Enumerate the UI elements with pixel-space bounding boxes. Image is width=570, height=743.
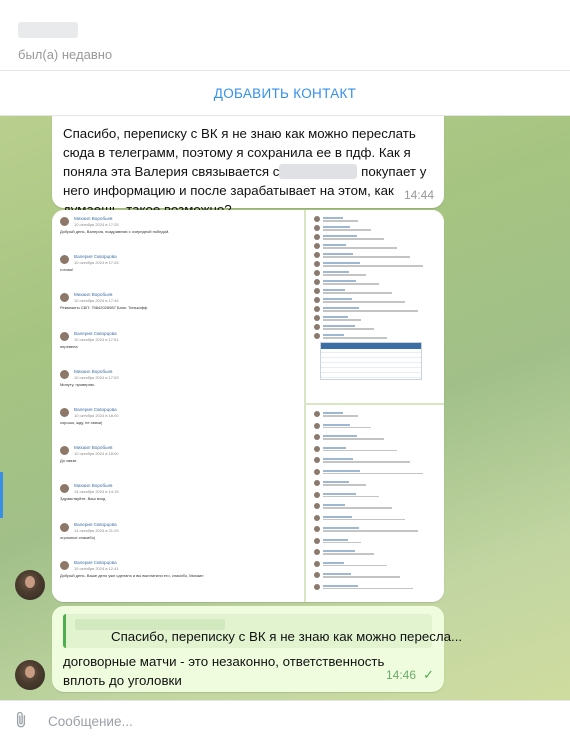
message-composer[interactable]: [0, 700, 570, 743]
mini-text-line: [323, 415, 358, 417]
add-contact-button[interactable]: ДОБАВИТЬ КОНТАКТ: [213, 85, 357, 101]
mini-row: [314, 492, 436, 499]
mini-text-line: [323, 496, 379, 498]
mini-name-line: [323, 325, 355, 327]
mini-avatar: [314, 243, 320, 249]
vk-author: Валерия Скворцова: [74, 559, 117, 565]
vk-date: 10 октября 2024 в 17:26: [74, 260, 119, 266]
mini-row: [314, 457, 436, 464]
mini-avatar: [314, 515, 320, 521]
scroll-accent: [0, 472, 3, 518]
mini-avatar: [314, 333, 320, 339]
mini-row: [314, 225, 436, 232]
vk-date: 10 октября 2024 в 17:51: [74, 336, 119, 342]
mini-avatar: [314, 538, 320, 544]
vk-avatar: [60, 523, 69, 532]
mini-text-line: [323, 588, 413, 590]
mini-text-line: [323, 438, 384, 440]
mini-avatar: [314, 457, 320, 463]
double-check-icon: ✓: [423, 667, 434, 682]
mini-avatar: [314, 279, 320, 285]
mini-name-line: [323, 298, 352, 300]
embedded-table: [320, 342, 422, 380]
mini-row: [314, 584, 436, 591]
vk-text: Здравствуйте, Ваш вход: [60, 496, 106, 502]
mini-name-line: [323, 217, 343, 219]
vk-avatar: [60, 561, 69, 570]
mini-avatar: [314, 561, 320, 567]
mini-avatar: [314, 423, 320, 429]
mini-avatar: [314, 584, 320, 590]
message-time: 14:46: [385, 668, 416, 682]
mini-name-line: [323, 573, 351, 575]
mini-name-line: [323, 481, 349, 483]
mini-avatar: [314, 446, 320, 452]
mini-text-line: [323, 484, 366, 486]
mini-avatar: [314, 469, 320, 475]
mini-text-line: [323, 507, 392, 509]
mini-row: [314, 549, 436, 556]
mini-row: [314, 515, 436, 522]
mini-text-line: [323, 328, 374, 330]
mini-text-line: [323, 450, 397, 452]
mini-row: [314, 288, 436, 295]
vk-text: Реквизиты СБП: 79842028987 Банк: Тинькофф: [60, 305, 148, 311]
mini-row: [314, 234, 436, 241]
vk-author: Михаил Воробьев: [74, 216, 113, 221]
mini-avatar: [314, 492, 320, 498]
mini-row: [314, 279, 436, 286]
vk-date: 14 октября 2024 в 14:15: [74, 489, 119, 495]
vk-author: Михаил Воробьев: [74, 483, 113, 489]
mini-name-line: [323, 447, 346, 449]
mini-name-line: [323, 253, 353, 255]
vk-author: Валерия Скворцова: [74, 407, 117, 412]
mini-text-line: [323, 530, 418, 532]
vk-author: Михаил Воробьев: [74, 445, 113, 451]
mini-text-line: [323, 576, 400, 578]
vk-text: перевела: [60, 343, 78, 349]
mini-text-line: [323, 542, 361, 544]
mini-avatar: [314, 288, 320, 294]
mini-avatar: [314, 270, 320, 276]
mini-text-line: [323, 265, 423, 267]
mini-avatar: [314, 503, 320, 509]
vk-avatar: [60, 217, 69, 226]
mini-avatar: [314, 549, 320, 555]
mini-avatar: [314, 261, 320, 267]
vk-author: Валерия Скворцова: [74, 330, 117, 336]
mini-row: [314, 333, 436, 340]
mini-text-line: [323, 220, 358, 222]
mini-row: [314, 243, 436, 250]
mini-avatar: [314, 225, 320, 231]
mini-row: [314, 252, 436, 259]
mini-row: [314, 216, 436, 223]
mini-row: [314, 315, 436, 322]
message-input[interactable]: Сообщение...: [48, 714, 133, 729]
mini-name-line: [323, 539, 348, 541]
vk-author: Михаил Воробьев: [74, 292, 113, 298]
mini-name-line: [323, 550, 355, 552]
mini-name-line: [323, 458, 353, 460]
vk-date: 10 октября 2024 в 18:00: [74, 451, 119, 457]
screenshot-image-1[interactable]: [52, 210, 306, 602]
message-time: 14:44: [403, 188, 434, 202]
vk-date: 10 октября 2024 в 17:44: [74, 298, 119, 304]
mini-text-line: [323, 247, 397, 249]
mini-row: [314, 526, 436, 533]
mini-name-line: [323, 424, 350, 426]
vk-date: 14 октября 2024 в 21:29: [74, 527, 119, 533]
vk-avatar: [60, 370, 69, 379]
mini-avatar: [314, 434, 320, 440]
mini-name-line: [323, 271, 349, 273]
mini-row: [314, 297, 436, 304]
mini-row: [314, 480, 436, 487]
mini-avatar: [314, 252, 320, 258]
mini-name-line: [323, 244, 346, 246]
mini-name-line: [323, 289, 345, 291]
mini-text-line: [323, 256, 410, 258]
mini-text-line: [323, 565, 387, 567]
mini-text-line: [323, 553, 374, 555]
mini-name-line: [323, 435, 357, 437]
vk-avatar: [60, 332, 69, 341]
message-bubble[interactable]: [52, 116, 444, 208]
mini-text-line: [323, 461, 410, 463]
vk-avatar: [60, 293, 69, 302]
paperclip-icon[interactable]: [12, 711, 30, 734]
mini-text-line: [323, 337, 387, 339]
vk-text: Добрый день. Ваше дело уже сделано и вы выплатили его, спасибо, Михаил: [60, 572, 204, 578]
mini-row: [314, 423, 436, 430]
mini-name-line: [323, 307, 359, 309]
mini-text-line: [323, 319, 361, 321]
mini-row: [314, 572, 436, 579]
mini-row: [314, 561, 436, 568]
mini-text-line: [323, 519, 405, 521]
quote-text: Спасибо, переписку с ВК я не знаю как можно пересла...: [111, 629, 463, 644]
vk-text: готова!: [60, 267, 73, 273]
media-album[interactable]: [52, 210, 444, 602]
mini-avatar: [314, 297, 320, 303]
mini-row: [314, 411, 436, 418]
vk-avatar: [60, 446, 69, 455]
mini-text-line: [323, 292, 392, 294]
vk-date: 10 октября 2024 в 18:00: [74, 413, 119, 418]
message-text: Спасибо, переписку с ВК я не знаю как можно переслать сюда в телеграмм, поэтому я сохранила ее в пдф. Как я поняла эта Валерия связывается с покупает у него информацию и после зарабатывает на этом, как: [63, 126, 427, 198]
mini-text-line: [323, 274, 366, 276]
mini-row: [314, 469, 436, 476]
mini-row: [314, 503, 436, 510]
mini-text-line: [323, 229, 371, 231]
mini-avatar: [314, 526, 320, 532]
mini-name-line: [323, 470, 360, 472]
mini-name-line: [323, 516, 352, 518]
mini-name-line: [323, 316, 348, 318]
mini-name-line: [323, 585, 358, 587]
mini-avatar: [314, 324, 320, 330]
add-contact-bar[interactable]: [0, 71, 570, 116]
mini-text-line: [323, 427, 371, 429]
mini-row: [314, 261, 436, 268]
mini-name-line: [323, 226, 350, 228]
own-avatar[interactable]: [15, 660, 45, 690]
vk-text: огромное спасибо): [60, 534, 96, 540]
contact-name-redacted[interactable]: [18, 22, 78, 38]
vk-author: Валерия Скворцова: [74, 521, 117, 527]
mini-row: [314, 324, 436, 331]
mini-text-line: [323, 473, 423, 475]
mini-text-line: [323, 283, 379, 285]
outgoing-message-bubble[interactable]: [52, 606, 463, 692]
vk-author: Михаил Воробьев: [74, 368, 113, 374]
mini-avatar: [314, 216, 320, 222]
vk-text: хорошо, жду, не связи): [60, 420, 103, 425]
mini-row: [314, 538, 436, 545]
mini-avatar: [314, 306, 320, 312]
screenshot-image-2[interactable]: [306, 210, 444, 405]
mini-name-line: [323, 262, 360, 264]
mini-name-line: [323, 504, 345, 506]
last-seen-status: был(а) недавно: [18, 47, 113, 62]
mini-name-line: [323, 235, 357, 237]
vk-date: 15 октября 2024 в 12:41: [74, 565, 119, 571]
vk-text: Добрый день, Валерия, поздравляю с очередной победой.: [60, 229, 170, 234]
vk-date: 10 октября 2024 в 17:53: [74, 374, 119, 380]
vk-avatar: [60, 408, 69, 417]
vk-avatar: [60, 255, 69, 264]
mini-name-line: [323, 280, 356, 282]
mini-row: [314, 306, 436, 313]
mini-avatar: [314, 234, 320, 240]
mini-avatar: [314, 411, 320, 417]
vk-date: 10 октября 2024 в 17:25: [74, 222, 119, 227]
chat-header: [0, 0, 570, 71]
screenshot-image-3[interactable]: [306, 405, 444, 602]
vk-avatar: [60, 484, 69, 493]
mini-name-line: [323, 334, 344, 336]
mini-row: [314, 446, 436, 453]
mini-text-line: [323, 301, 405, 303]
mini-avatar: [314, 480, 320, 486]
vk-text: До связи: [60, 458, 77, 464]
redacted-name: [279, 164, 357, 179]
mini-row: [314, 270, 436, 277]
mini-row: [314, 434, 436, 441]
mini-avatar: [314, 572, 320, 578]
mini-avatar: [314, 315, 320, 321]
mini-name-line: [323, 412, 343, 414]
mini-name-line: [323, 527, 359, 529]
vk-text: Минуту, проверяю.: [60, 381, 95, 387]
mini-name-line: [323, 493, 356, 495]
message-text: договорные матчи - это незаконно, ответственность вплоть до уголовки: [63, 654, 385, 688]
mini-text-line: [323, 238, 384, 240]
mini-text-line: [323, 310, 418, 312]
vk-author: Валерия Скворцова: [74, 254, 117, 260]
mini-name-line: [323, 562, 344, 564]
sender-avatar[interactable]: [15, 570, 45, 600]
reply-quote[interactable]: [63, 614, 463, 648]
chat-area[interactable]: [0, 116, 570, 700]
